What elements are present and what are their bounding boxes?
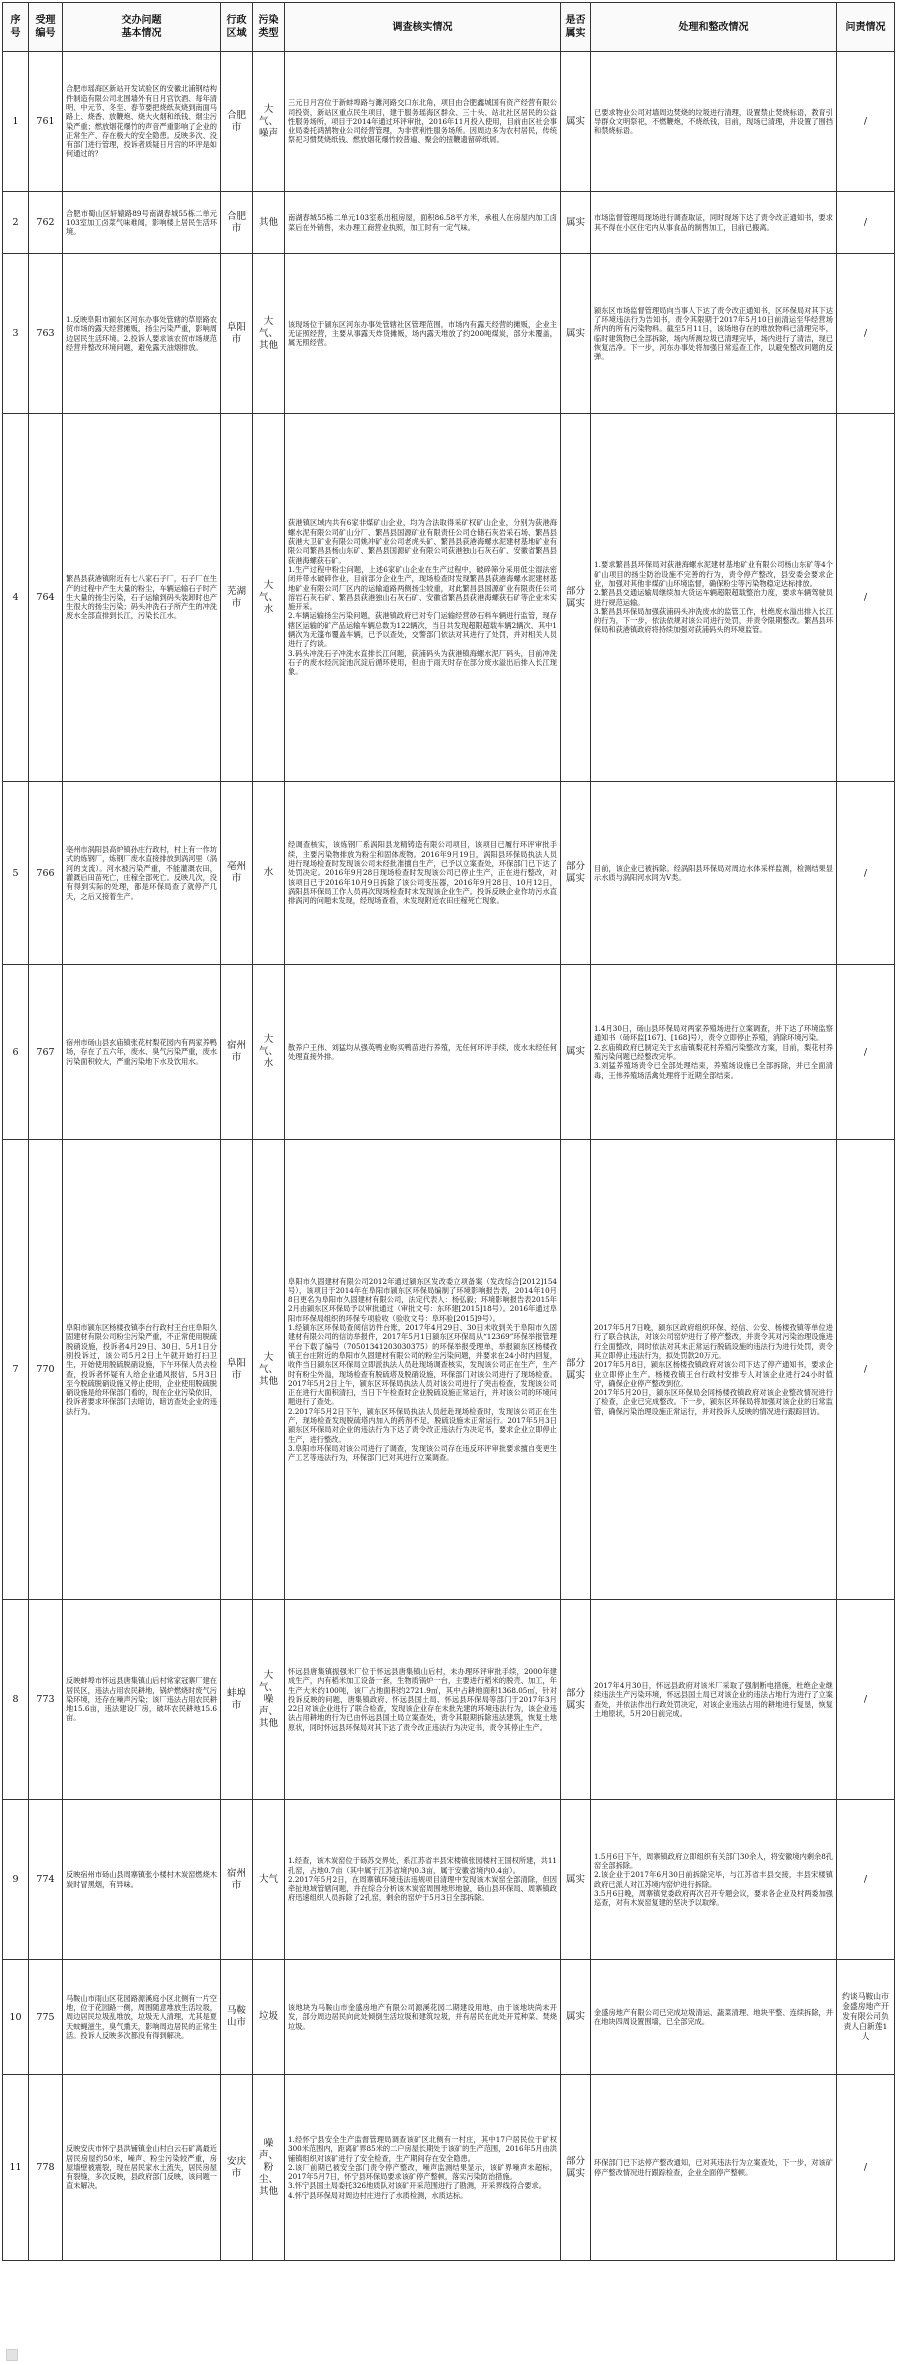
row-region: 阜阳市: [221, 254, 253, 414]
table-row: [3, 965, 895, 1140]
row-verified: 属实: [561, 192, 591, 254]
row-handling: 2017年4月30日，怀远县政府对该米厂采取了强制断电措施，杜绝企业继续违法生产污染环境，怀远县国土局已对该企业的违法占地行为进行了立案查处，并依法作出行政处罚决定，对该企业违法占用的耕地进行复垦，恢复土地原状，5月20日前完成。: [591, 1600, 837, 1800]
row-region: 芜湖市: [221, 414, 253, 782]
row-seq: 11: [3, 2075, 29, 2261]
row-seq: 8: [3, 1600, 29, 1800]
row-verified: 属实: [561, 1960, 591, 2075]
table-row: [3, 1140, 895, 1600]
row-investigation: 该现场位于颍东区河东办事处管辖社区管理范围，市场内有露天经营的摊贩，企业主无证照经营，主要从事露天炸货摊贩，场内露天堆放了约200吨煤炭，部分未覆盖，属无照经营。: [285, 254, 561, 414]
row-handling: 1.5月6日下午，周寨镇政府立即组织有关部门30余人，将安徽境内剩余8孔窑全部拆除。 2.该企业于2017年6月30日前拆除完毕，与江苏省丰县交接，丰县宋楼镇政府已派人对江苏境内窑炉进行拆除。 3.5月6日晚，周寨镇党委政府再次召开专题会议，要求各企业及村两委加强巡查，对有木炭窑复建的坚决予以取缔。: [591, 1800, 837, 1960]
row-seq: 7: [3, 1140, 29, 1600]
row-investigation: 怀远县唐集镇振强米厂位于怀远县唐集镇山后村，未办理环评审批手续，2000年建成生产，内有稻米加工设备一套，生物质锅炉一台，主要进行稻米的脱壳、加工，年生产大米约100吨，该厂占地面积约2721.9㎡，其中占耕地面积1368.05㎡，针对投诉反映的问题，唐集镇政府、怀远县国土局、怀远县环保局等部门于2017年3月22日对该企业进行了联合检查，发现该企业存在未批先建的环境违法行为，该企业违法占用耕地的行为已由怀远县国土局立案查处，责令其限期拆除违法建筑，恢复土地原状，同时怀远县环保局对其下达了责令改正违法行为决定书，责令其停止生产。: [285, 1600, 561, 1800]
row-problem: 马鞍山市雨山区花园路源溪庭小区北侧有一片空地，位于花园路一侧，周围随意堆放生活垃圾，周边居民垃圾乱堆放，垃圾无人清理，尤其是夏天蚊蝇滋生，臭气熏天，影响周边居民的正常生活。投诉人反映多次都没有得到解决。: [63, 1960, 221, 2075]
row-problem: 合肥市瑶海区新站开发试验区的安徽北浦钢结构件制造有限公司北围墙外有日月宫饮酒、每年清明、中元节、冬至、春节要把烧纸灰烧到南面马路上、烧香、放鞭炮、烧大火烟和纸钱、烟尘污染严重；燃放烟花爆竹的声音严重影响了企业的正常生产、存在极大的安全隐患。反映多次、没有部门进行管理，投诉者质疑日月宫的坏评是如何通过的？: [63, 52, 221, 192]
row-verified: 部分属实: [561, 2075, 591, 2261]
table-row: [3, 1600, 895, 1800]
page-corner-marker: [6, 2349, 18, 2361]
row-handling: 已要求物业公司对墙周边焚烧的垃圾进行清理，设置禁止焚烧标语，教育引导群众文明祭祀，不燃鞭炮，不烧纸钱，目前，现场已清理，并设置了围挡和禁烧标语。: [591, 52, 837, 192]
row-problem: 反映宿州市砀山县周寨镇张小楼村木炭窑燃烧木炭时冒黑烟，有异味。: [63, 1800, 221, 1960]
row-region: 阜阳市: [221, 1140, 253, 1600]
header-row: [3, 3, 895, 52]
row-accountability: 约谈马鞍山市金盛房地产开发有限公司负责人白新莲1人: [837, 1960, 895, 2075]
row-seq: 10: [3, 1960, 29, 2075]
table-row: [3, 2075, 895, 2261]
header-id: 受理编号: [29, 3, 63, 52]
header-verified: 是否属实: [561, 3, 591, 52]
row-region: 安庆市: [221, 2075, 253, 2261]
row-handling: 金盛房地产有限公司已完成垃圾清运、蔬菜清理、地块平整、连续拆除，并在地块四周设置围墙，已全部完成。: [591, 1960, 837, 2075]
row-problem: 繁昌县荻港镇附近有七八家石子厂，石子厂在生产的过程中产生大量的粉尘，车辆运输石子时产生大量的扬尘污染，石子运输到码头装卸时也产生很大的扬尘污染；码头冲洗石子所产生的冲洗废水全部直排到长江，污染长江水。: [63, 414, 221, 782]
row-problem: 阜阳市颍东区杨楼孜镇李台行政村王台庄阜阳久固建材有限公司粉尘污染严重，不正常使用脱硫脱硝设施，投诉者4月29日、30日、5月1日分别投诉过，该公司5月2日上午就开始打扫卫生，开始使用脱硫脱硝设施，下午环保人员去检查，投诉者怀疑有人给企业通风报信，5月3日至今脱硫脱硝设施又停止使用，企业使用脱硫脱硝设施是给环保部门看的，现在企业污染依旧，投诉者要求环保部门去暗访，暗访查处企业的违法行为。: [63, 1140, 221, 1600]
row-id: 770: [29, 1140, 63, 1600]
row-region: 合肥市: [221, 192, 253, 254]
row-region: 宿州市: [221, 1800, 253, 1960]
row-id: 778: [29, 2075, 63, 2261]
row-seq: 5: [3, 782, 29, 965]
row-region: 蚌埠市: [221, 1600, 253, 1800]
row-verified: 部分属实: [561, 414, 591, 782]
header-handling: 处理和整改情况: [591, 3, 837, 52]
row-handling: 2017年5月7日晚，颍东区政府组织环保、经信、公安、杨楼孜镇等单位进行了联合执法，对该公司窑炉进行了停产整改，并责令其对污染治理设施进行全面整改，同时依法对其未正常运行脱硫设施的违法行为进行处罚，责令其立即停止违法行为，拟处罚款20万元。 2017年5月8日，颍东区杨楼孜镇政府对该公司下达了停产通知书，要求企业立即停止生产。杨楼孜镇王台行政村安排专人对该企业进行24小时值守，确保企业停产整改到位。 2017年5月20日，颍东区环保局会同杨楼孜镇政府对该企业整改情况进行了检查，企业已完成整改。下一步，颍东区环保局将加强对该企业的日常监管，确保污染治理设施正常运行，并对投诉人反映的情况进行跟踪回访。: [591, 1140, 837, 1600]
row-verified: 属实: [561, 1800, 591, 1960]
row-problem: 反映蚌埠市怀远县唐集镇山后村常家冠寨厂建在居民区，违法占用农民耕地，锅炉燃烧时废气污染环境，还存在噪声污染；该厂违法占用农民耕地15.6亩，违法建设厂房，破坏农民耕地15.6亩。: [63, 1600, 221, 1800]
table-row: [3, 254, 895, 414]
row-accountability: /: [837, 1140, 895, 1600]
row-pollution: 大气、噪声: [253, 52, 285, 192]
table-row: [3, 1960, 895, 2075]
row-accountability: /: [837, 1800, 895, 1960]
row-seq: 6: [3, 965, 29, 1140]
header-problem: 交办问题 基本情况: [63, 3, 221, 52]
row-seq: 3: [3, 254, 29, 414]
row-seq: 9: [3, 1800, 29, 1960]
header-accountability: 问责情况: [837, 3, 895, 52]
row-pollution: 噪声、粉尘、其他: [253, 2075, 285, 2261]
row-pollution: 其他: [253, 192, 285, 254]
row-id: 763: [29, 254, 63, 414]
row-accountability: /: [837, 782, 895, 965]
row-investigation: 散养户王伟、刘猛均从强英鸭业购买鸭苗进行养殖，无任何环评手续，废水未经任何处理直接外排。: [285, 965, 561, 1140]
row-seq: 1: [3, 52, 29, 192]
row-region: 亳州市: [221, 782, 253, 965]
row-handling: 1.要求繁昌县环保局对荻港海螺水泥建材基地矿业有限公司杨山东矿等4个矿山项目的扬尘防治设施不完善的行为，责令停产整改，县安委会要求企业，加强对其他非煤矿山环境监督，确保粉尘等污染物稳定达标排放。 2.繁昌县交通运输局继续加大货运车辆超限超载整治力度，要求车辆驾驶员进行规范运输。 3.繁昌县环保局加强荻浦码头冲洗废水的监管工作，杜绝废水溢出排入长江的行为，下一步，依法依规对该公司进行处罚，并责令限期整改。繁昌县环保局和荻港镇政府将持续加强对荻浦码头的环境监管。: [591, 414, 837, 782]
row-investigation: 三元日月宫位于新蚌埠路与濉河路交口东北角，项目由合肥鑫城国有资产经营有限公司投资，新站区重点民生项目，建于服务瑶海区群众、三十头、站北社区居民的公益性服务场所，项目于2014年通过环评审批，2016年11月投入使用，目前由区社会事业局委托鸿鹄物业公司经营管理，为非营利性服务场所。因周边多为农村居民，传统祭祀习惯焚烧纸钱、燃放烟花爆竹较普遍、聚会的扭鞭遗留碎纸屑。: [285, 52, 561, 192]
row-id: 767: [29, 965, 63, 1140]
row-handling: 颍东区市场监督管理局向当事人下达了责令改正通知书，区环保局对其下达了环境违法行为告知书，责令其限期于2017年5月10日前清运至华经营场所内的所有污染物料。截至5月11日，该场地存在的堆放物料已清理完毕，临时建筑物已全部拆除，场内所测垃圾已清理完毕，场内进行了清洁，现已恢复洁净。下一步，河东办事处将加强日常巡查工作，以避免整改问题的反弹。: [591, 254, 837, 414]
row-investigation: 荻港镇区域内共有6家非煤矿山企业，均为合法取得采矿权矿山企业，分别为荻港海螺水泥有限公司矿山分厂、繁昌县国源矿业有限责任公司仓储石灰岩采石场、繁昌县荻港大卫矿业有限公司姚冲矿业公司老虎头矿、繁昌县荻港海螺水泥建材基地矿业有限公司繁昌县杨山东矿、繁昌县国源矿业有限公司荻港独山石灰石矿、安徽省繁昌县荻港海螺获石矿。 1.生产过程中粉尘问题，上述6家矿山企业在生产过程中，破碎筛分采用低尘湿法密闭并带水破碎作业，目前部分企业生产，现场检查时发现繁昌县荻港海螺水泥建材基地矿业有限公司厂区内的运输道路两侧扬尘较重，对此繁昌县国源矿业有限责任公司溶岩石灰石矿、繁昌县荻港独山石灰石矿、安徽省繁昌县荻港海螺获石矿等企业未实施开采。 2.车辆运输扬尘污染问题，荻港镇政府已对专门运输经营砂石料车辆进行监管，现存辖区运输的矿产品运输车辆总数为122辆次，当日共发现超限超载车辆2辆次、其中1辆次为无篷布覆盖车辆，已予以查处，交警部门依法对其进行了处罚，并对相关人员进行了约谈。 3.码头冲洗石子冲洗水直排长江问题，荻浦码头为荻港镇海螺水泥厂码头，目前冲洗石子的废水经沉淀池沉淀后循环使用，但由于雨天时存在部分废水溢出后排入长江现象。: [285, 414, 561, 782]
table-row: [3, 1800, 895, 1960]
header-region: 行政区域: [221, 3, 253, 52]
row-handling: 1.4月30日，砀山县环保局对两家养殖场进行立案调查，并下达了环境监察通知书（砀环监[167]、[168]号），责令立即停止养殖，消除环境污染。 2.玄庙镇政府已制定关于玄庙镇梨花村养殖污染整改方案，目前，梨花村养殖污染问题已经整改完毕。 3.刘猛养殖场责令已全部处理结束，养殖场设施已全部拆除，并已全面清毒，王伟养殖场活禽处理将于近期全部结束。: [591, 965, 837, 1140]
table-row: [3, 192, 895, 254]
row-pollution: 大气、其他: [253, 254, 285, 414]
row-problem: 宿州市砀山县玄庙镇张花村梨花园内有两家养鸭场，存在了五六年，废水、臭气污染严重，废水污染面积较大，严重污染地下水及饮用水。: [63, 965, 221, 1140]
row-handling: 目前，该企业已被拆除。经涡阳县环保局对周边水体采样监测，检测结果显示水质与涡阳河水同为V类。: [591, 782, 837, 965]
row-investigation: 经调查核实，该炼钢厂系涡阳县龙精铸造有限公司项目，该项目已履行环评审批手续，主要污染物排放为粉尘和固体废物。2016年9月19日，涡阳县环保局执法人员进行现场检查时发现该公司未经批准擅自生产，已予以立案查处，环保部门已下达了处罚决定。2016年9月28日现场检查时发现该公司已停止生产，正在进行整改，对该项目已于2016年10月9日拆除了该公司变压器，2016年9月28日、10月12日，涡阳县环保局工作人员再次现场检查时未发现该企业生产。投诉反映企业作坊污水直排涡河的问题未发现，经现场查看，未发现附近农田庄稼死亡现象。: [285, 782, 561, 965]
row-id: 774: [29, 1800, 63, 1960]
row-investigation: 阜阳市久固建材有限公司2012年通过颍东区发改委立项备案（发改综合[2012]154号），该项目于2014年在阜阳市颍东区环保局编制了环境影响报告表，2014年10月8日更名为阜阳市久固建材有限公司，法定代表人：杨弘毅；环境影响报告表2015年2月由颍东区环保局予以审批通过（审批文号：东环建[2015]18号）。2016年通过阜阳市环保局组织的环保专项验收（验收文号：阜环验[2015]9号）。 1.经颍东区环保局查阅信访件台账，2017年4月29日、30日未收到关于阜阳市久固建材有限公司的信访举报件，2017年5月1日颍东区环保局从“12369”环保举报管理平台下载了编号（70501341203030375）的环保举报受理单，举报颍东区杨楼孜镇王台庄附近的阜阳市久固建材有限公司的粉尘污染问题，并要求在24小时内回复，收件当日颍东区环保局立即派执法人员赴现场调查核实，发现该公司正在生产，生产时有粉尘外溢，现场检查有脱硫塔及脱硝设施，环保部门对该公司进行了现场检查。2017年5月2日上午，颍东区环保局执法人员对该公司进行了突击检查，发现该公司正在进行大面积清扫，当日下午检查时企业脱硫设施正常运行，并对该公司的环境问题进行了查处。 2.2017年5月2日下午，颍东区环保局执法人员赶赴现场检查时，发现该公司正在生产，现场检查发现脱硫塔内加入的药剂不足，脱硫设施未正常运行。2017年5月3日颍东区环保局对企业的违法行为下达了责令改正违法行为决定书，要求企业立即停止生产，进行整改。 3.阜阳市环保局对该公司进行了调查，发现该公司存在违反环评审批要求擅自变更生产工艺等违法行为，环保部门已对其进行立案调查。: [285, 1140, 561, 1600]
row-accountability: /: [837, 192, 895, 254]
table-row: [3, 782, 895, 965]
row-region: 宿州市: [221, 965, 253, 1140]
row-investigation: 1.经查，该木炭窑位于砀苏交界处，系江苏省丰县宋楼镇张园楼村王国权所建，共11孔窑，占地0.7亩（其中属于江苏省境内0.3亩，属于安徽省境内0.4亩）。 2.2017年5月2日，在周寨镇环境违法违规项目清理中发现该木炭窑全部清除，但因牵扯地域管辖问题，并在综合分析该木炭窑周围地形地貌，砀山县环保局、周寨镇政府迅速组织人员拆除了2孔窑，剩余的窑炉于5月3日全部拆除。: [285, 1800, 561, 1960]
row-pollution: 大气: [253, 1800, 285, 1960]
row-verified: 属实: [561, 254, 591, 414]
row-pollution: 大气、水: [253, 414, 285, 782]
row-region: 合肥市: [221, 52, 253, 192]
row-pollution: 大气、噪声、其他: [253, 1600, 285, 1800]
row-verified: 属实: [561, 52, 591, 192]
header-seq: 序号: [3, 3, 29, 52]
header-investigation: 调查核实情况: [285, 3, 561, 52]
row-problem: 亳州市涡阳县高炉镇孙庄行政村，村上有一作坊式的炼钢厂，炼钢厂废水直接排放到涡河里（涡河的支流）。河水被污染严重，不能灌溉农田，灌溉后田苗死亡，庄稼全部死亡。反映几次，没有得到实际的处理，都是环保局查了就停产几天，之后又接着生产。: [63, 782, 221, 965]
row-accountability: /: [837, 52, 895, 192]
row-pollution: 大气、其他: [253, 1140, 285, 1600]
header-pollution: 污染类型: [253, 3, 285, 52]
row-problem: 合肥市蜀山区轩辕路89号南湖春城55栋二单元103室加工卤菜气味难闻，影响楼上居民生活环境。: [63, 192, 221, 254]
row-seq: 4: [3, 414, 29, 782]
table-row: [3, 52, 895, 192]
row-verified: 部分属实: [561, 782, 591, 965]
table-row: [3, 414, 895, 782]
row-handling: 市场监督管理局现场进行调查取证，同时现场下达了责令改正通知书，要求其不得在小区住宅内从事食品的制售加工，目前已搬离。: [591, 192, 837, 254]
row-id: 762: [29, 192, 63, 254]
row-verified: 部分属实: [561, 1140, 591, 1600]
row-verified: 部分属实: [561, 1600, 591, 1800]
row-accountability: /: [837, 1600, 895, 1800]
row-problem: 反映安庆市怀宁县洪铺镇金山村白云石矿离最近居民房屋约50米，噪声、粉尘污染较严重，房屋墙壁被震裂，现在居民家水土流失，居民房屋有裂缝，多次反映，县政府部门反映，该问题一直未解决。: [63, 2075, 221, 2261]
row-region: 马鞍山市: [221, 1960, 253, 2075]
row-id: 764: [29, 414, 63, 782]
row-id: 761: [29, 52, 63, 192]
row-investigation: 1.经怀宁县安全生产监督管理局调查该矿区北侧有一村庄，其中17户居民位于矿权300米范围内，距离矿界85米的二户房屋长期处于该矿的生产范围，2016年5月由洪铺镇组织对该矿进行了安全检查，生产期间存在安全隐患。 2.该厂前期已被安全部门责令停产整改，噪声监测结果显示，该矿界噪声未超标，2017年5月7日，怀宁县环保局要求该矿停产整顿，落实污染防治措施。 3.怀宁县国土局委托326地质队对该矿开采范围进行了勘测，开采界线符合要求。 4.怀宁县环保局对周边村庄进行了水质检测，水质达标。: [285, 2075, 561, 2261]
row-seq: 2: [3, 192, 29, 254]
row-accountability: /: [837, 2075, 895, 2261]
row-accountability: /: [837, 965, 895, 1140]
case-table: [2, 2, 895, 2261]
row-pollution: 大气、水: [253, 965, 285, 1140]
row-id: 775: [29, 1960, 63, 2075]
row-problem: 1.反映阜阳市颍东区河东办事处管辖的草原路农贸市场的露天经营摊贩，扬尘污染严重，影响周边居民生活环境。2.投诉人要求该农贸市场规范经营并整改环境问题，避免露天油烟排放。: [63, 254, 221, 414]
row-accountability: /: [837, 254, 895, 414]
row-id: 766: [29, 782, 63, 965]
row-accountability: /: [837, 414, 895, 782]
row-verified: 属实: [561, 965, 591, 1140]
row-pollution: 水: [253, 782, 285, 965]
row-handling: 环保部门已下达停产整改通知，已对其违法行为立案查处，下一步，对该矿停产整改情况进行跟踪检查，企业全面停产整顿。: [591, 2075, 837, 2261]
row-investigation: 该地块为马鞍山市金盛房地产有限公司源溪花园二期建设用地，由于该地块尚未开发，部分周边居民向此处倾倒生活垃圾和建筑垃圾，并有居民在此处开荒种菜、焚烧垃圾。: [285, 1960, 561, 2075]
row-investigation: 南湖春城55栋二单元103室系出租房屋，面积86.58平方米，承租人在房屋内加工卤菜后在外销售，未办理工商营业执照，加工时有一定气味。: [285, 192, 561, 254]
row-id: 773: [29, 1600, 63, 1800]
row-pollution: 垃圾: [253, 1960, 285, 2075]
